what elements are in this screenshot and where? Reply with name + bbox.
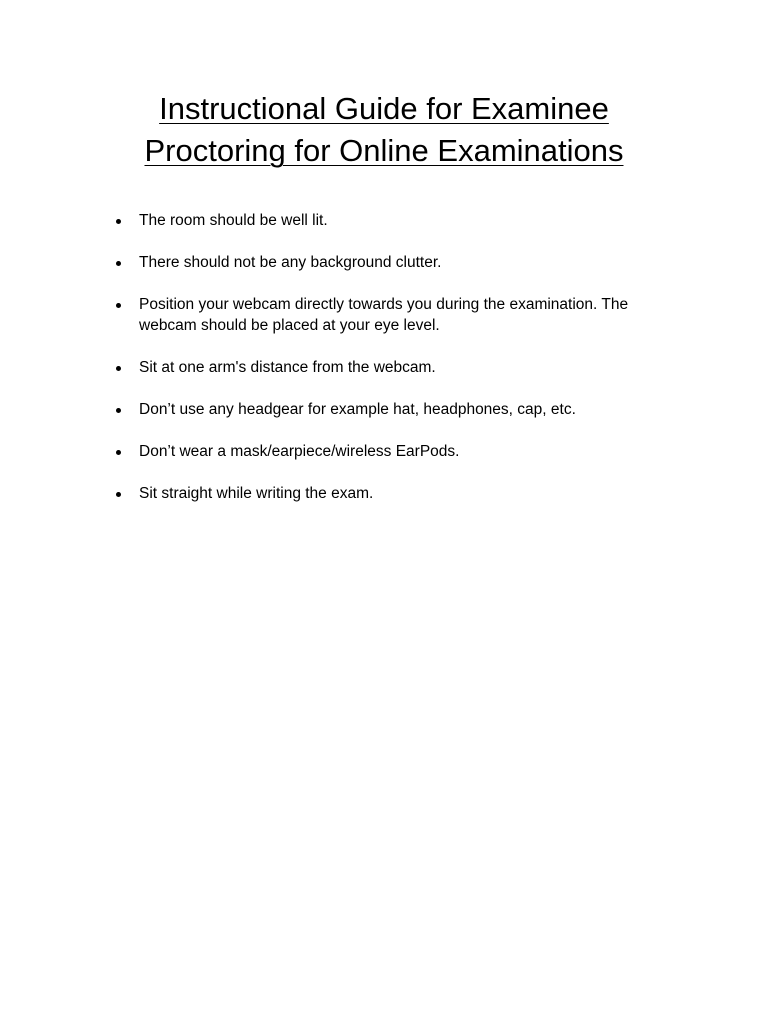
bullet-text: Don’t wear a mask/earpiece/wireless EarPods.: [139, 443, 460, 460]
bullet-icon: [116, 366, 121, 371]
list-item: [114, 210, 684, 231]
bullet-text: Position your webcam directly towards you during the examination. The webcam should be placed at your eye level.: [139, 296, 629, 334]
bullet-text: Sit straight while writing the exam.: [139, 485, 374, 502]
page-title: [0, 88, 768, 172]
bullet-icon: [116, 303, 121, 308]
title-line-1: Instructional Guide for Examinee: [159, 91, 609, 126]
bullet-icon: [116, 450, 121, 455]
title-line-2: Proctoring for Online Examinations: [144, 133, 624, 168]
bullet-icon: [116, 492, 121, 497]
list-item: [114, 357, 684, 378]
bullet-text: The room should be well lit.: [139, 212, 328, 229]
bullet-text: Don’t use any headgear for example hat, headphones, cap, etc.: [139, 401, 576, 418]
bullet-text: Sit at one arm's distance from the webcam.: [139, 359, 436, 376]
bullet-icon: [116, 408, 121, 413]
bullet-icon: [116, 219, 121, 224]
bullet-text: There should not be any background clutter.: [139, 254, 442, 271]
instruction-list: [114, 210, 684, 525]
bullet-icon: [116, 261, 121, 266]
list-item: [114, 294, 684, 336]
list-item: [114, 252, 684, 273]
list-item: [114, 441, 684, 462]
list-item: [114, 483, 684, 504]
list-item: [114, 399, 684, 420]
